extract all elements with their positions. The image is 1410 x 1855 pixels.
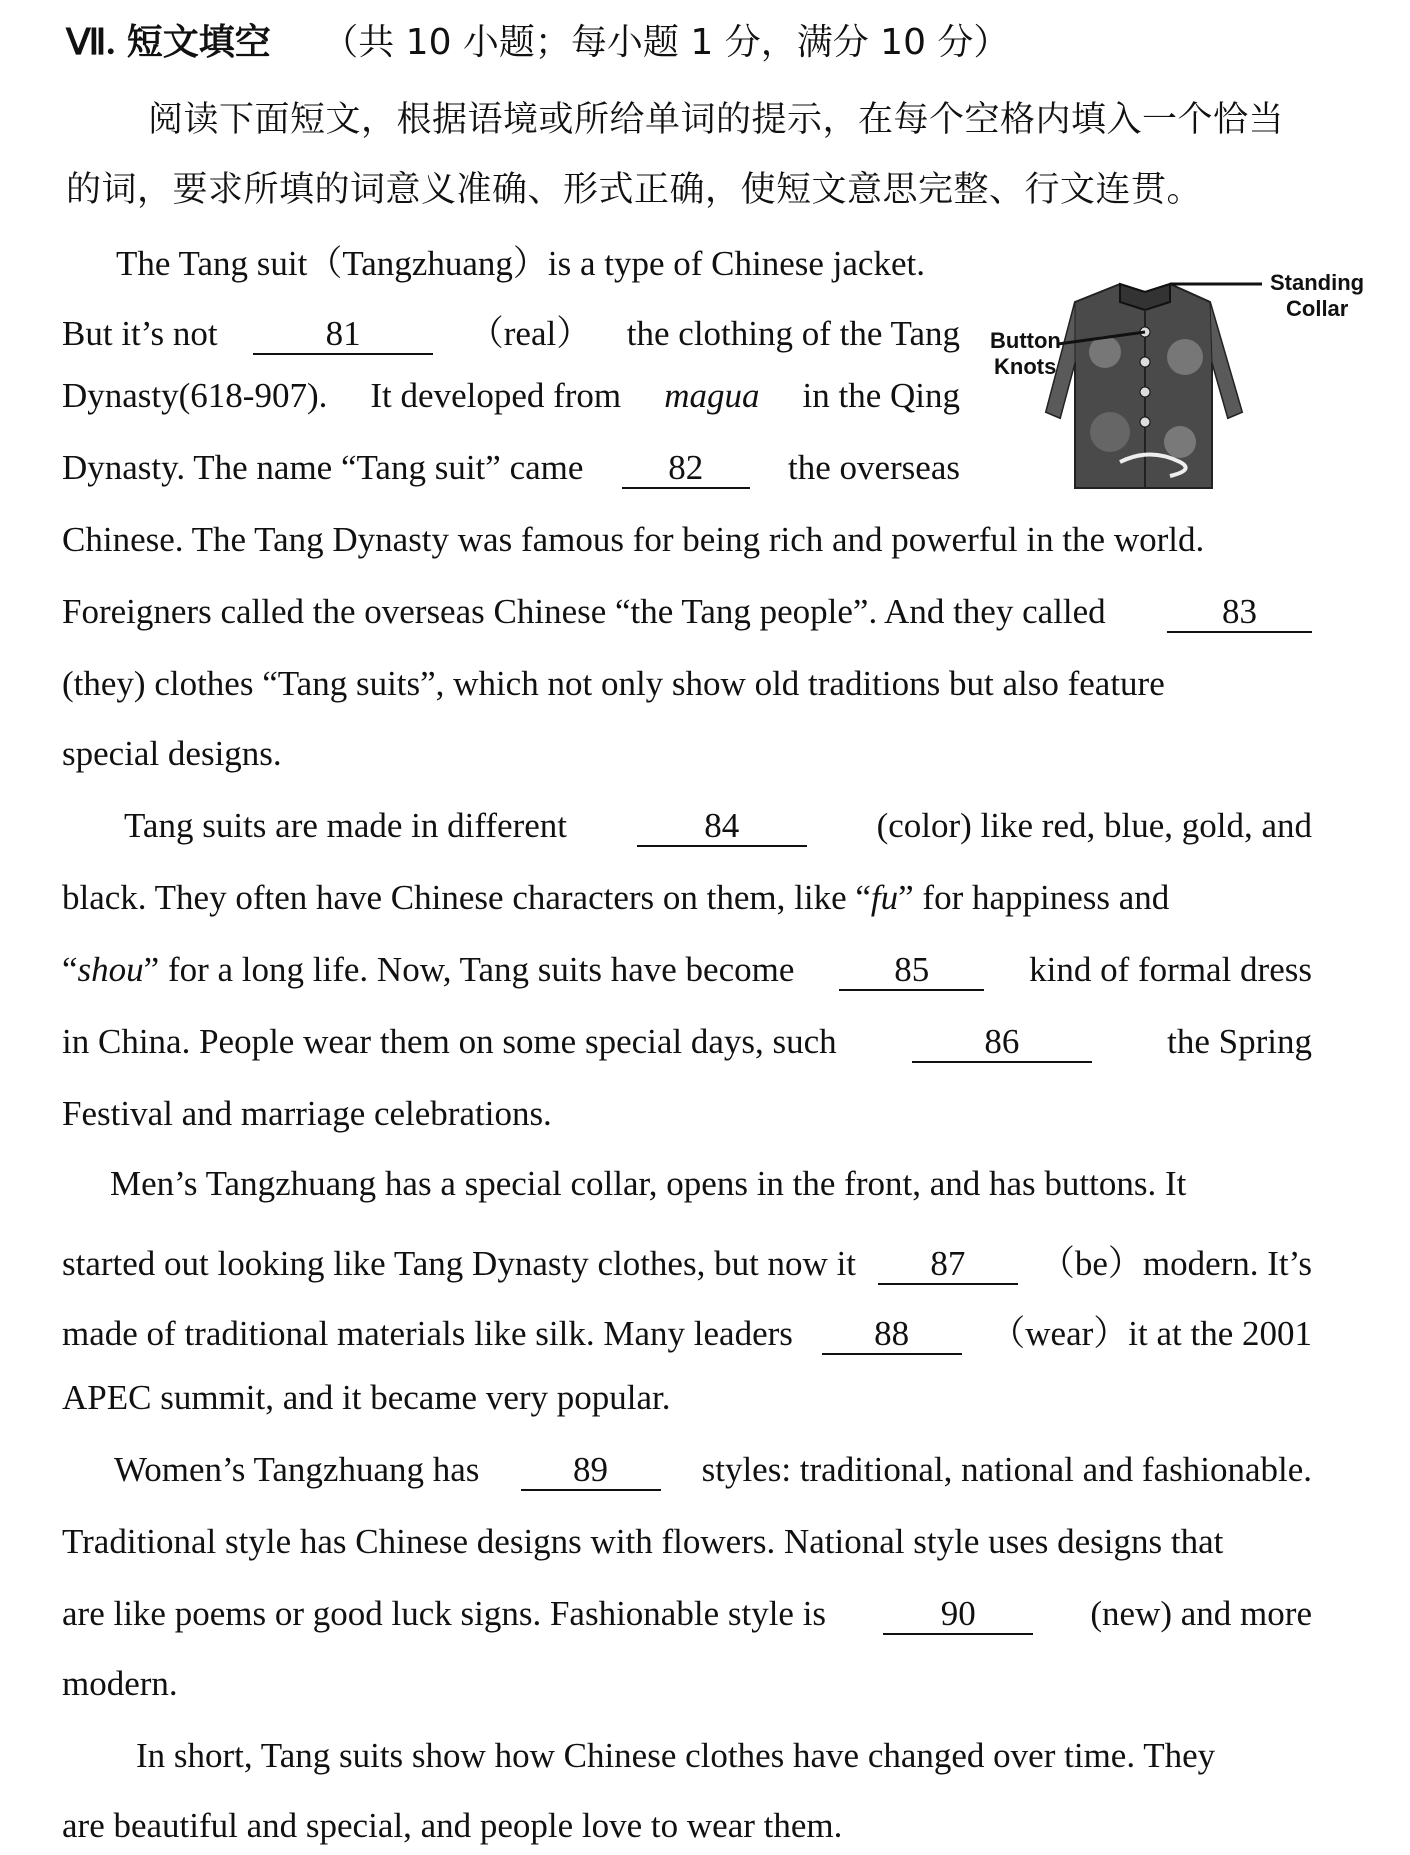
passage-line-9 [124, 806, 1312, 847]
text-segment: The Tang suit（Tangzhuang）is a type of Chinese jacket. [116, 244, 925, 283]
tang-suit-figure [980, 262, 1365, 502]
text-segment: But it’s not [62, 314, 218, 353]
quote-mark: “ [62, 950, 78, 989]
text-segment: APEC summit, and it became very popular. [62, 1378, 671, 1417]
text-segment: in China. People wear them on some special days, such [62, 1022, 837, 1061]
blank-82[interactable]: 82 [622, 450, 750, 489]
text-segment: the Spring [1167, 1022, 1312, 1061]
label-collar: Collar [1286, 296, 1349, 321]
blank-83[interactable]: 83 [1167, 594, 1312, 633]
passage-line-3 [62, 376, 960, 416]
passage-line-5 [62, 520, 1204, 560]
passage-line-22 [136, 1736, 1215, 1776]
label-knots: Knots [994, 354, 1057, 379]
section-heading [66, 14, 1009, 65]
section-number: Ⅶ. [66, 22, 116, 62]
text-segment: ” for happiness and [898, 878, 1170, 917]
passage-line-11 [62, 950, 1312, 991]
italic-word-magua: magua [664, 376, 760, 415]
text-segment: in the Qing [802, 376, 960, 415]
instruction-line-2: 的词，要求所填的词意义准确、形式正确，使短文意思完整、行文连贯。 [66, 170, 1203, 210]
text-segment: Men’s Tangzhuang has a special collar, opens in the front, and has buttons. It [110, 1164, 1187, 1203]
text-segment: (they) clothes “Tang suits”, which not only show old traditions but also feature [62, 664, 1165, 703]
text-segment: Foreigners called the overseas Chinese “the Tang people”. And they called [62, 592, 1106, 631]
label-button: Button [990, 328, 1061, 353]
passage-line-14 [110, 1164, 1186, 1204]
text-segment: Dynasty(618-907). [62, 376, 328, 415]
text-segment: （wear）it at the 2001 [990, 1314, 1312, 1353]
passage-line-18 [114, 1450, 1312, 1491]
blank-89[interactable]: 89 [521, 1452, 661, 1491]
instruction-line-1: 阅读下面短文，根据语境或所给单词的提示，在每个空格内填入一个恰当 [148, 100, 1285, 140]
passage-line-16 [62, 1306, 1312, 1356]
passage-line-7 [62, 664, 1165, 704]
text-segment: In short, Tang suits show how Chinese clothes have changed over time. They [136, 1736, 1216, 1775]
blank-85[interactable]: 85 [839, 952, 984, 991]
text-segment: ” for a long life. Now, Tang suits have become [143, 950, 795, 989]
text-segment: the clothing of the Tang [626, 314, 960, 353]
passage-line-20 [62, 1594, 1312, 1635]
text-segment: styles: traditional, national and fashionable. [701, 1450, 1312, 1489]
passage-line-4 [62, 448, 960, 489]
text-segment: Women’s Tangzhuang has [114, 1450, 480, 1489]
italic-word-fu: fu [870, 878, 899, 917]
section-scoring-info: （共 10 小题；每小题 1 分，满分 10 分） [322, 22, 1010, 63]
text-segment: (new) and more [1090, 1594, 1312, 1633]
blank-90[interactable]: 90 [883, 1596, 1033, 1635]
text-segment: made of traditional materials like silk. Many leaders [62, 1314, 793, 1353]
text-segment [62, 950, 794, 990]
text-segment: (color) like red, blue, gold, and [876, 806, 1312, 845]
text-segment: are beautiful and special, and people love to wear them. [62, 1806, 843, 1845]
text-segment: Dynasty. The name “Tang suit” came [62, 448, 584, 487]
text-segment: （be）modern. It’s [1039, 1244, 1312, 1283]
text-segment: started out looking like Tang Dynasty clothes, but now it [62, 1244, 857, 1283]
passage-line-2 [62, 306, 960, 356]
jacket-image [1046, 284, 1242, 488]
text-segment: Traditional style has Chinese designs with flowers. National style uses designs that [62, 1522, 1224, 1561]
label-standing: Standing [1270, 270, 1365, 295]
blank-81[interactable]: 81 [253, 316, 433, 355]
blank-87[interactable]: 87 [878, 1246, 1018, 1285]
passage-line-6 [62, 592, 1312, 633]
italic-word-shou: shou [77, 950, 144, 989]
passage-line-23 [62, 1806, 842, 1846]
text-segment: Chinese. The Tang Dynasty was famous for being rich and powerful in the world. [62, 520, 1205, 559]
passage-line-21 [62, 1664, 178, 1704]
text-segment: kind of formal dress [1029, 950, 1312, 989]
text-segment: It developed from [370, 376, 622, 415]
text-segment: （real） [468, 314, 592, 353]
blank-88[interactable]: 88 [822, 1316, 962, 1355]
passage-line-1 [116, 236, 925, 286]
text-segment: the overseas [787, 448, 960, 487]
passage-line-17 [62, 1378, 671, 1418]
passage-line-19 [62, 1522, 1223, 1562]
text-segment: Tang suits are made in different [124, 806, 568, 845]
blank-84[interactable]: 84 [637, 808, 807, 847]
passage-line-12 [62, 1022, 1312, 1063]
blank-86[interactable]: 86 [912, 1024, 1092, 1063]
section-title: 短文填空 [126, 22, 271, 63]
passage-line-13 [62, 1094, 552, 1134]
text-segment: modern. [62, 1664, 178, 1703]
passage-line-10 [62, 878, 1169, 918]
passage-line-15 [62, 1236, 1312, 1286]
text-segment: are like poems or good luck signs. Fashionable style is [62, 1594, 827, 1633]
text-segment: special designs. [62, 734, 282, 773]
text-segment: Festival and marriage celebrations. [62, 1094, 552, 1133]
text-segment: black. They often have Chinese characters on them, like “ [62, 878, 871, 917]
passage-line-8 [62, 734, 282, 774]
